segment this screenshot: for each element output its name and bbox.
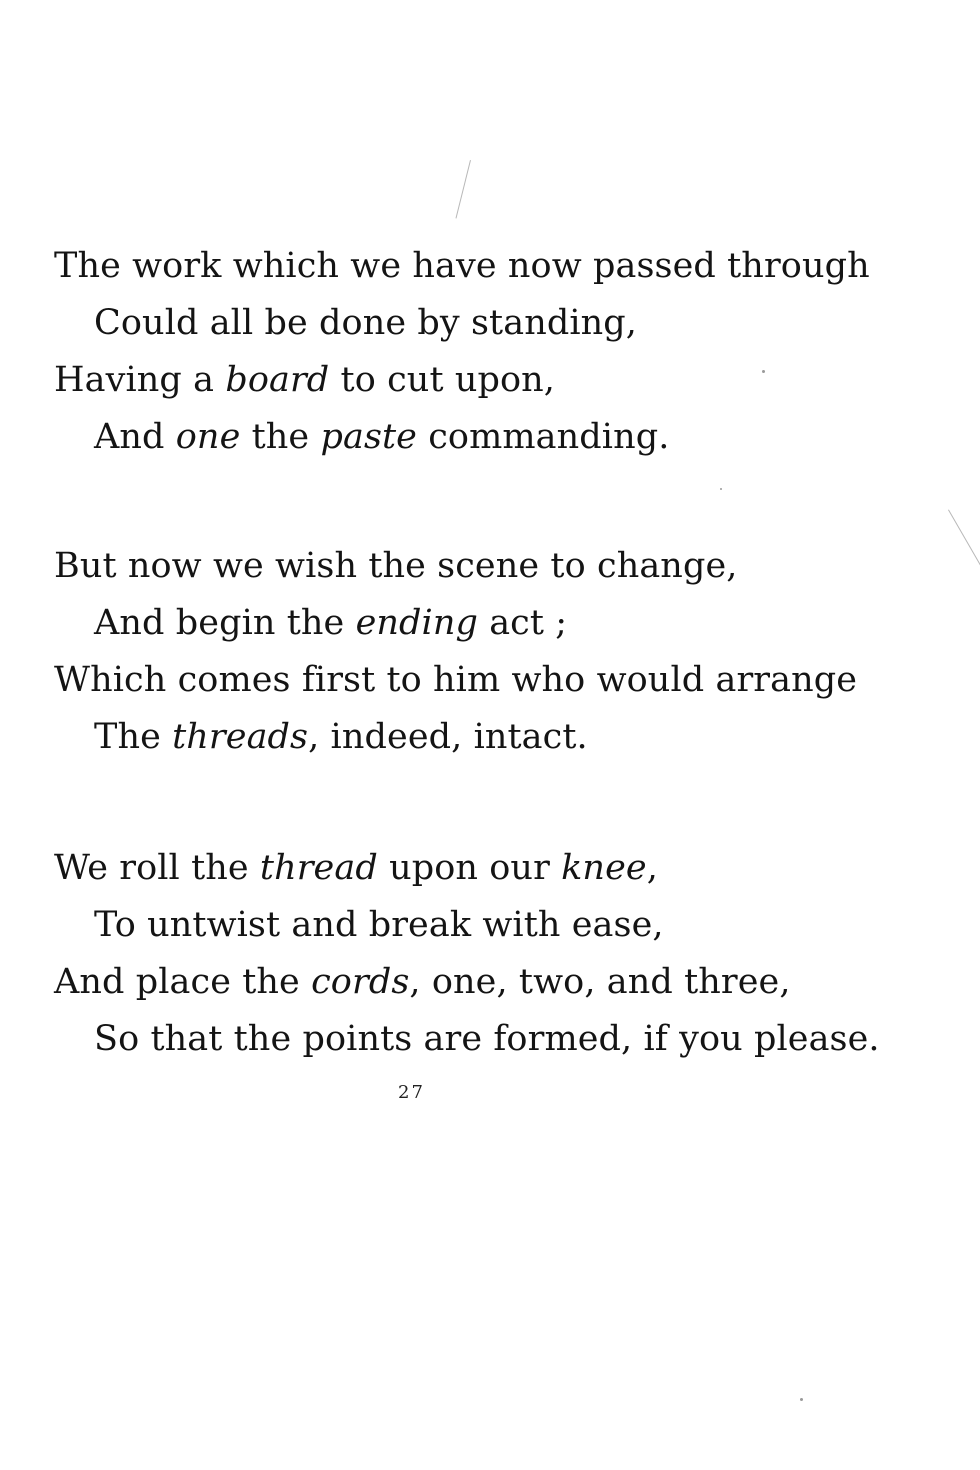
- stanza-3: [54, 840, 914, 1068]
- line-text: Which comes first to him who would arrange: [54, 660, 858, 700]
- line-text: , one, two, and three,: [409, 962, 791, 1002]
- verse-line: [54, 709, 914, 766]
- line-text: The work which we have now passed through: [54, 246, 870, 286]
- verse-line: [54, 538, 914, 595]
- verse-line: [54, 897, 914, 954]
- line-text: commanding.: [416, 417, 670, 457]
- italic-word: threads: [172, 717, 309, 757]
- verse-line: [54, 352, 914, 409]
- scan-speck: [720, 488, 722, 490]
- italic-word: board: [225, 360, 330, 400]
- line-text: , indeed, intact.: [308, 717, 588, 757]
- italic-word: knee: [561, 848, 647, 888]
- line-text: Having a: [54, 360, 226, 400]
- line-text: And place the: [54, 962, 312, 1002]
- scan-streak: [455, 160, 470, 218]
- verse-line: [54, 652, 914, 709]
- stanza-2: [54, 538, 914, 766]
- line-text: act ;: [477, 603, 568, 643]
- italic-word: cords: [311, 962, 410, 1002]
- verse-line: [54, 1011, 914, 1068]
- line-text: So that the points are formed, if you please.: [94, 1019, 880, 1059]
- scan-streak: [948, 510, 980, 580]
- scan-speck: [800, 1398, 803, 1401]
- line-text: And begin the: [94, 603, 356, 643]
- line-text: And: [94, 417, 176, 457]
- italic-word: one: [175, 417, 241, 457]
- line-text: Could all be done by standing,: [94, 303, 638, 343]
- italic-word: ending: [355, 603, 478, 643]
- line-text: upon our: [377, 848, 562, 888]
- verse-line: [54, 409, 914, 466]
- verse-line: [54, 238, 914, 295]
- page-number: 27: [398, 1082, 425, 1103]
- verse-line: [54, 954, 914, 1011]
- italic-word: paste: [320, 417, 417, 457]
- line-text: The: [94, 717, 173, 757]
- line-text: But now we wish the scene to change,: [54, 546, 738, 586]
- line-text: We roll the: [54, 848, 260, 888]
- italic-word: thread: [259, 848, 378, 888]
- line-text: To untwist and break with ease,: [94, 905, 664, 945]
- line-text: to cut upon,: [329, 360, 556, 400]
- line-text: ,: [646, 848, 658, 888]
- verse-line: [54, 840, 914, 897]
- verse-line: [54, 595, 914, 652]
- stanza-1: [54, 238, 914, 466]
- line-text: the: [240, 417, 321, 457]
- verse-line: [54, 295, 914, 352]
